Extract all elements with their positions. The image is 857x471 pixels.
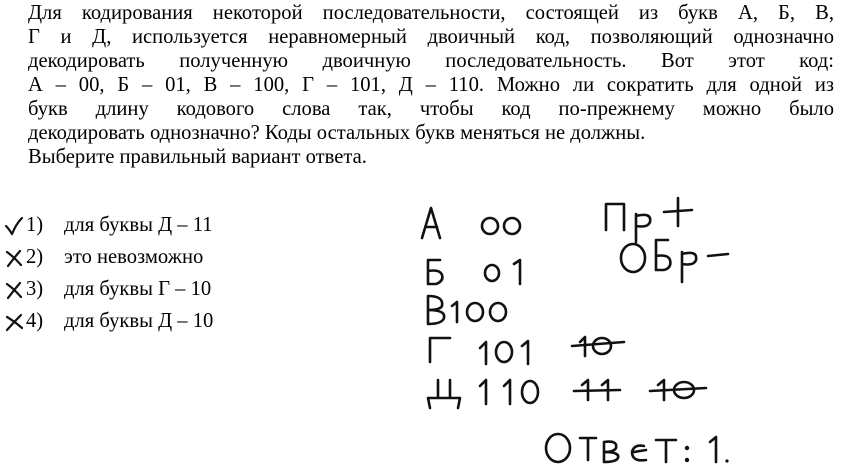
handwritten-row-d [428, 380, 706, 408]
problem-line-2: Г и Д, используется неравномерный двоичный код, позволяющий однозначно [28, 26, 834, 48]
option-number: 3) [26, 278, 44, 300]
problem-statement [28, 1, 834, 169]
handwritten-notes-drawing [400, 190, 857, 471]
handwritten-reverse-condition [621, 240, 728, 282]
problem-line-4: А – 00, Б – 01, В – 100, Г – 101, Д – 110. Можно ли сократить для одной из [28, 74, 834, 96]
answer-option-3[interactable] [0, 273, 320, 305]
handwritten-row-g [430, 337, 624, 364]
handwritten-row-a [422, 208, 520, 238]
option-text: для буквы Д – 10 [64, 310, 214, 332]
handwritten-row-b [428, 260, 520, 284]
answer-option-1[interactable] [0, 209, 320, 241]
option-number: 1) [26, 214, 44, 236]
handwritten-row-v [428, 296, 506, 324]
cross-mark-icon [4, 247, 26, 269]
answer-option-4[interactable] [0, 305, 320, 337]
option-text: для буквы Г – 10 [64, 278, 212, 300]
answer-option-2[interactable] [0, 241, 320, 273]
option-number: 4) [26, 310, 44, 332]
cross-mark-icon [4, 279, 26, 301]
handwritten-direct-condition [606, 198, 692, 242]
handwritten-answer [546, 434, 716, 462]
option-text: это невозможно [64, 246, 204, 268]
problem-line-6: декодировать однозначно? Коды остальных букв меняться не должны. [28, 122, 646, 144]
option-text: для буквы Д – 11 [64, 214, 213, 236]
option-number: 2) [26, 246, 44, 268]
problem-line-3: декодировать полученную двоичную последовательность. Вот этот код: [28, 50, 834, 72]
problem-line-5: букв длину кодового слова так, чтобы код по-прежнему можно было [28, 98, 834, 120]
problem-line-1: Для кодирования некоторой последовательности, состоящей из букв А, Б, В, [28, 2, 834, 24]
cross-mark-icon [4, 311, 26, 333]
check-mark-icon [4, 215, 26, 237]
problem-line-7: Выберите правильный вариант ответа. [28, 146, 367, 168]
